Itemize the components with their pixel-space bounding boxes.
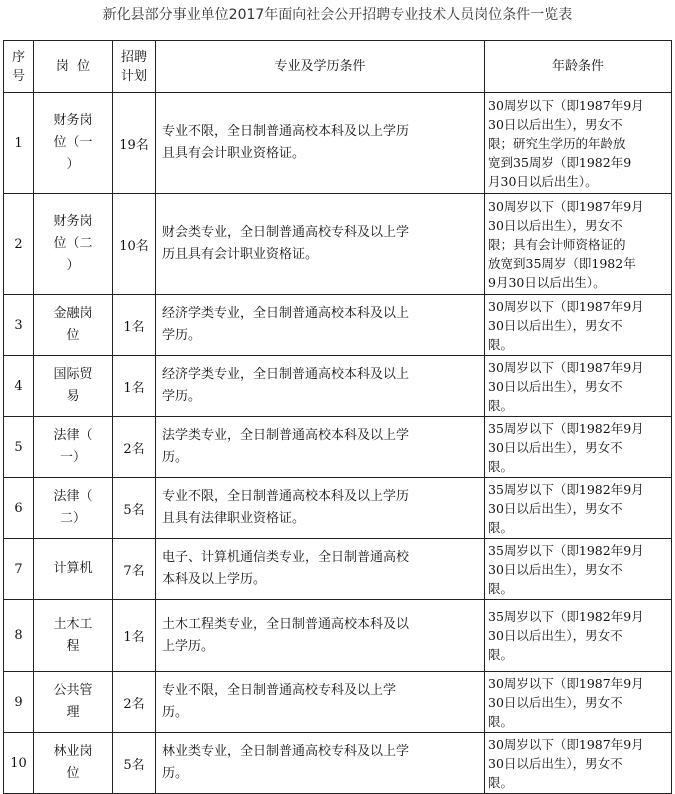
table-row [4, 417, 672, 478]
header-plan: 招聘 计划 [113, 41, 156, 93]
page-title: 新化县部分事业单位2017年面向社会公开招聘专业技术人员岗位条件一览表 [102, 7, 573, 23]
cell-no: 9 [4, 672, 34, 733]
cell-major: 经济学类专业，全日制普通高校本科及以上 学历。 [156, 295, 485, 356]
cell-no: 10 [4, 733, 34, 794]
cell-no: 8 [4, 600, 34, 672]
cell-major: 林业类专业，全日制普通高校专科及以上学 历。 [156, 733, 485, 794]
cell-major: 土木工程类专业，全日制普通高校本科及以 上学历。 [156, 600, 485, 672]
cell-no: 2 [4, 194, 34, 295]
cell-plan: 19名 [113, 93, 156, 194]
cell-no: 3 [4, 295, 34, 356]
table-row [4, 93, 672, 194]
table-row [4, 672, 672, 733]
cell-position: 土木工 程 [34, 600, 113, 672]
table-row [4, 356, 672, 417]
header-major: 专业及学历条件 [156, 41, 485, 93]
cell-major: 专业不限，全日制普通高校本科及以上学历 且具有法律职业资格证。 [156, 478, 485, 539]
cell-major: 法学类专业，全日制普通高校本科及以上学 历。 [156, 417, 485, 478]
cell-age: 30周岁以下（即1987年9月 30日以后出生），男女不 限；具有会计师资格证的 放宽到35周岁（即1982年 9月30日以后出生）。 [485, 194, 672, 295]
cell-age: 35周岁以下（即1982年9月 30日以后出生），男女不 限。 [485, 539, 672, 600]
cell-plan: 2名 [113, 417, 156, 478]
cell-no: 1 [4, 93, 34, 194]
cell-plan: 7名 [113, 539, 156, 600]
header-age: 年龄条件 [485, 41, 672, 93]
cell-major: 财会类专业，全日制普通高校专科及以上学 历且具有会计职业资格证。 [156, 194, 485, 295]
cell-position: 计算机 [34, 539, 113, 600]
header-row [4, 41, 672, 93]
cell-position: 法律（ 一） [34, 417, 113, 478]
cell-age: 35周岁以下（即1982年9月 30日以后出生），男女不 限。 [485, 478, 672, 539]
cell-position: 财务岗 位（二 ） [34, 194, 113, 295]
cell-no: 6 [4, 478, 34, 539]
cell-major: 经济学类专业，全日制普通高校本科及以上 学历。 [156, 356, 485, 417]
cell-plan: 5名 [113, 733, 156, 794]
cell-age: 30周岁以下（即1987年9月 30日以后出生），男女不 限。 [485, 356, 672, 417]
cell-major: 专业不限，全日制普通高校专科及以上学 历。 [156, 672, 485, 733]
cell-plan: 10名 [113, 194, 156, 295]
cell-plan: 1名 [113, 356, 156, 417]
table-row [4, 194, 672, 295]
header-position: 岗 位 [34, 41, 113, 93]
cell-no: 5 [4, 417, 34, 478]
cell-position: 林业岗 位 [34, 733, 113, 794]
cell-no: 7 [4, 539, 34, 600]
positions-table [3, 40, 672, 794]
cell-position: 公共管 理 [34, 672, 113, 733]
cell-position: 国际贸 易 [34, 356, 113, 417]
cell-age: 35周岁以下（即1982年9月 30日以后出生），男女不 限。 [485, 417, 672, 478]
table-row [4, 478, 672, 539]
cell-plan: 1名 [113, 600, 156, 672]
cell-age: 30周岁以下（即1987年9月 30日以后出生），男女不 限。 [485, 672, 672, 733]
cell-position: 金融岗 位 [34, 295, 113, 356]
cell-plan: 5名 [113, 478, 156, 539]
table-row [4, 733, 672, 794]
cell-plan: 2名 [113, 672, 156, 733]
cell-position: 财务岗 位（一 ） [34, 93, 113, 194]
cell-plan: 1名 [113, 295, 156, 356]
table-row [4, 600, 672, 672]
cell-major: 专业不限，全日制普通高校本科及以上学历 且具有会计职业资格证。 [156, 93, 485, 194]
cell-major: 电子、计算机通信类专业，全日制普通高校 本科及以上学历。 [156, 539, 485, 600]
cell-no: 4 [4, 356, 34, 417]
table-row [4, 295, 672, 356]
cell-age: 35周岁以下（即1982年9月 30日以后出生），男女不 限。 [485, 600, 672, 672]
cell-position: 法律（ 二） [34, 478, 113, 539]
table-row [4, 539, 672, 600]
cell-age: 30周岁以下（即1987年9月 30日以后出生），男女不 限；研究生学历的年龄放 宽到35周岁（即1982年9 月30日以后出生）。 [485, 93, 672, 194]
cell-age: 30周岁以下（即1987年9月 30日以后出生），男女不 限。 [485, 733, 672, 794]
cell-age: 30周岁以下（即1987年9月 30日以后出生），男女不 限。 [485, 295, 672, 356]
header-no: 序 号 [4, 41, 34, 93]
